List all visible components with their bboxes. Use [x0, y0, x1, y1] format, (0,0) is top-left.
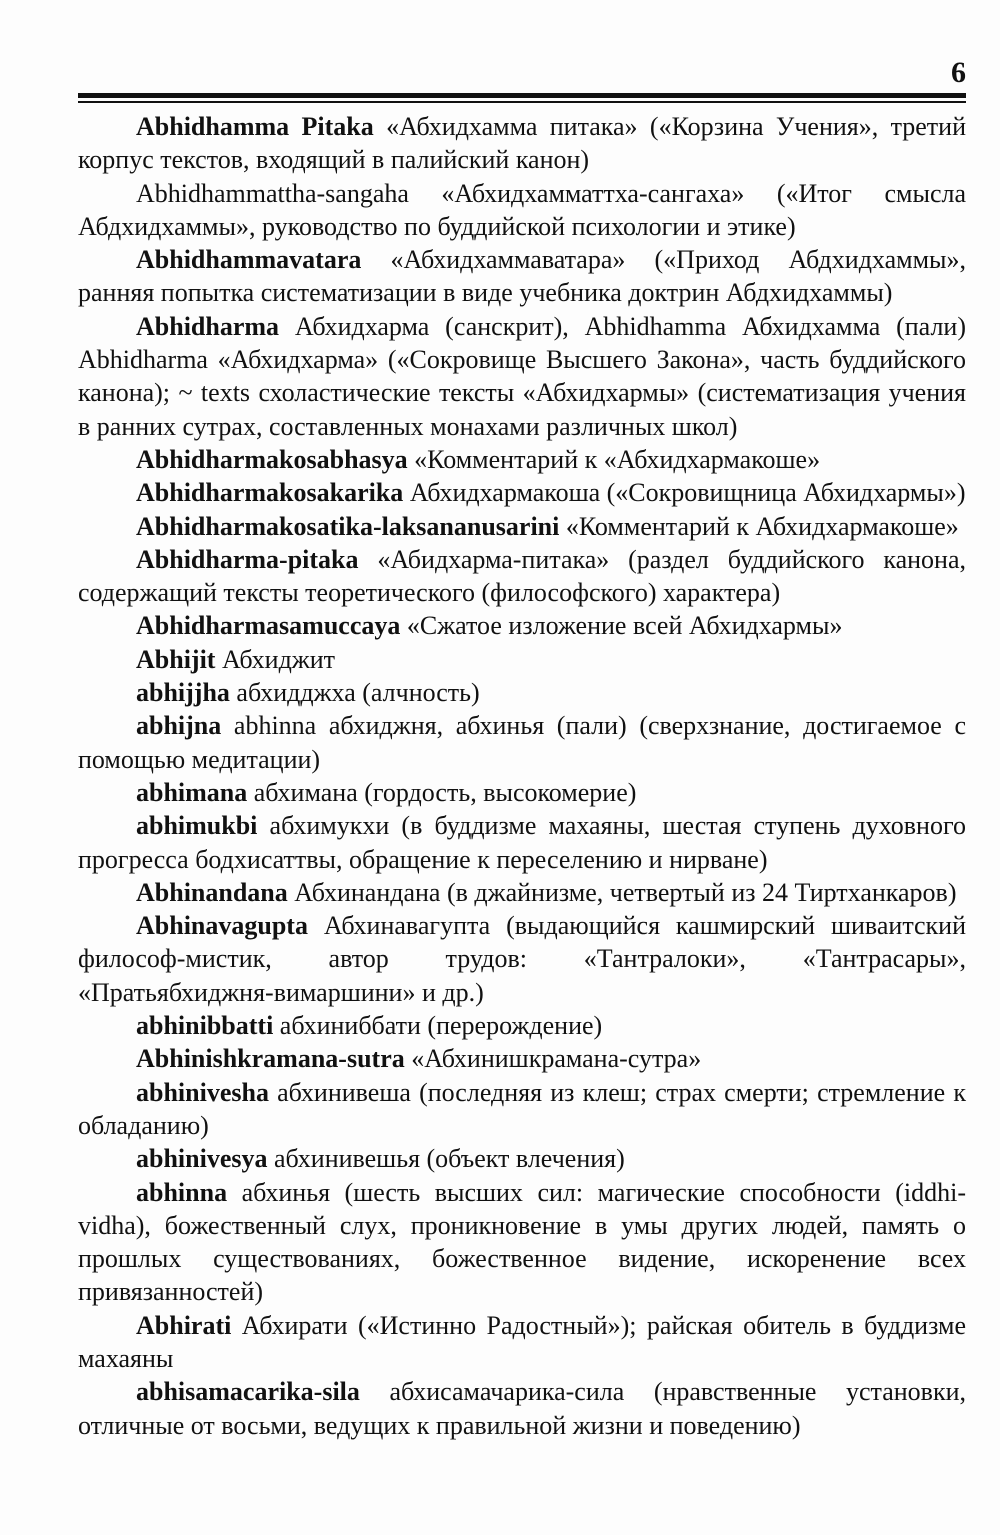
entry-definition: «Комментарий к «Абхидхармакоше»	[407, 444, 821, 474]
entry-term: Abhidharma	[136, 311, 280, 341]
entry-definition: «Абхинишкрамана-сутра»	[404, 1044, 702, 1074]
entry-term: Abhidhamma Pitaka	[136, 112, 374, 141]
entry-definition: Абхидхарма (санскрит), Abhidhamma Абхидхамма (пали) Abhidharma «Абхидхарма» («Сокровище Высшего Закона», часть буддийского канона); ~ texts схоластические тексты «Абхидхармы» (систематизация учения в ранних сутрах, составленных монахами различных школ)	[78, 311, 966, 441]
dictionary-entry	[78, 1176, 966, 1309]
entry-definition: абхинивешья (объект влечения)	[267, 1144, 625, 1174]
dictionary-entry	[78, 809, 966, 876]
entry-definition: Абхидхармакоша («Сокровищница Абхидхармы»)	[403, 478, 966, 508]
header-rule-thick	[78, 93, 966, 98]
entry-definition: Abhidhammattha-sangaha «Абхидхамматтха-сангаха» («Итог смысла Абдхидхаммы», руководство по буддийской психологии и этике)	[78, 178, 966, 241]
header-rule-thin	[78, 101, 966, 103]
dictionary-entry	[78, 709, 966, 776]
dictionary-entry	[78, 1309, 966, 1376]
entry-definition: абхисамачарика-сила (нравственные установки, отличные от восьми, ведущих к правильной жизни и поведению)	[78, 1377, 966, 1440]
dictionary-entry	[78, 1042, 966, 1075]
entry-term: abhimukbi	[136, 811, 258, 841]
dictionary-entry	[78, 676, 966, 709]
page-number: 6	[951, 56, 966, 89]
entry-term: abhinivesya	[136, 1144, 268, 1174]
entry-definition: «Абхидхамма питака» («Корзина Учения», третий корпус текстов, входящий в палийский канон)	[78, 112, 966, 175]
entry-definition: абхинья (шесть высших сил: магические способности (iddhi-vidha), божественный слух, проникновение в умы других людей, память о прошлых существованиях, божественное видение, искоренение всех привязанностей)	[78, 1177, 966, 1307]
entry-definition: абхидджха (алчность)	[229, 678, 480, 708]
entry-definition: «Сжатое изложение всей Абхидхармы»	[400, 611, 843, 641]
entry-definition: абхинивеша (последняя из клеш; страх смерти; стремление к обладанию)	[78, 1077, 966, 1140]
entry-definition: абхимана (гордость, высокомерие)	[247, 777, 637, 807]
dictionary-entries	[78, 110, 966, 1442]
dictionary-entry	[78, 1375, 966, 1442]
entry-definition: абхиниббати (перерождение)	[273, 1011, 603, 1041]
dictionary-entry	[78, 1076, 966, 1143]
dictionary-entry	[78, 1009, 966, 1042]
entry-term: Abhidharmakosabhasya	[136, 444, 408, 474]
dictionary-entry	[78, 443, 966, 476]
entry-definition: «Абидхарма-питака» (раздел буддийского канона, содержащий тексты теоретического (философского) характера)	[78, 544, 966, 608]
entry-definition: Абхинавагупта (выдающийся кашмирский шиваитский философ-мистик, автор трудов: «Тантралоки», «Тантрасары», «Пратьябхиджня-вимаршини» и др.)	[78, 911, 966, 1007]
entry-term: abhijna	[136, 711, 222, 741]
entry-term: Abhidhammavatara	[136, 245, 362, 275]
entry-definition: Абхиджит	[215, 644, 336, 674]
entry-term: Abhidharmakosakarika	[136, 478, 404, 508]
entry-term: Abhijit	[136, 644, 216, 674]
entry-term: abhinna	[136, 1177, 228, 1207]
entry-definition: Абхинандана (в джайнизме, четвертый из 24 Тиртханкаров)	[287, 877, 957, 907]
dictionary-entry	[78, 609, 966, 642]
dictionary-entry	[78, 243, 966, 310]
entry-term: Abhidharmakosatika-laksananusarini	[136, 511, 560, 541]
entry-term: abhisamacarika-sila	[136, 1377, 360, 1407]
entry-term: abhimana	[136, 777, 248, 807]
dictionary-entry	[78, 476, 966, 509]
dictionary-entry	[78, 1142, 966, 1175]
entry-term: Abhinandana	[136, 877, 288, 907]
entry-term: abhijjha	[136, 678, 230, 708]
dictionary-entry	[78, 643, 966, 676]
entry-term: abhinibbatti	[136, 1011, 274, 1041]
dictionary-entry	[78, 776, 966, 809]
dictionary-entry	[78, 510, 966, 543]
entry-definition: абхимукхи (в буддизме махаяны, шестая ступень духовного прогресса бодхисаттвы, обращение к переселению и нирване)	[78, 811, 966, 874]
entry-term: Abhirati	[136, 1310, 232, 1340]
entry-term: Abhidharma-pitaka	[136, 544, 359, 574]
entry-term: abhinivesha	[136, 1077, 269, 1107]
dictionary-entry	[78, 543, 966, 610]
dictionary-entry	[78, 876, 966, 909]
dictionary-entry	[78, 110, 966, 177]
dictionary-entry	[78, 177, 966, 244]
entry-term: Abhinavagupta	[136, 911, 308, 941]
entry-definition: «Комментарий к Абхидхармакоше»	[559, 511, 959, 541]
dictionary-entry	[78, 909, 966, 1009]
entry-definition: abhinna абхиджня, абхинья (пали) (сверхзнание, достигаемое с помощью медитации)	[78, 711, 966, 774]
entry-term: Abhinishkramana-sutra	[136, 1044, 405, 1074]
entry-definition: «Абхидхаммаватара» («Приход Абдхидхаммы», ранняя попытка систематизации в виде учебника доктрин Абдхидхаммы)	[78, 245, 966, 308]
entry-term: Abhidharmasamuccaya	[136, 611, 401, 641]
dictionary-entry	[78, 310, 966, 443]
entry-definition: Абхирати («Истинно Радостный»); райская обитель в буддизме махаяны	[78, 1310, 966, 1373]
